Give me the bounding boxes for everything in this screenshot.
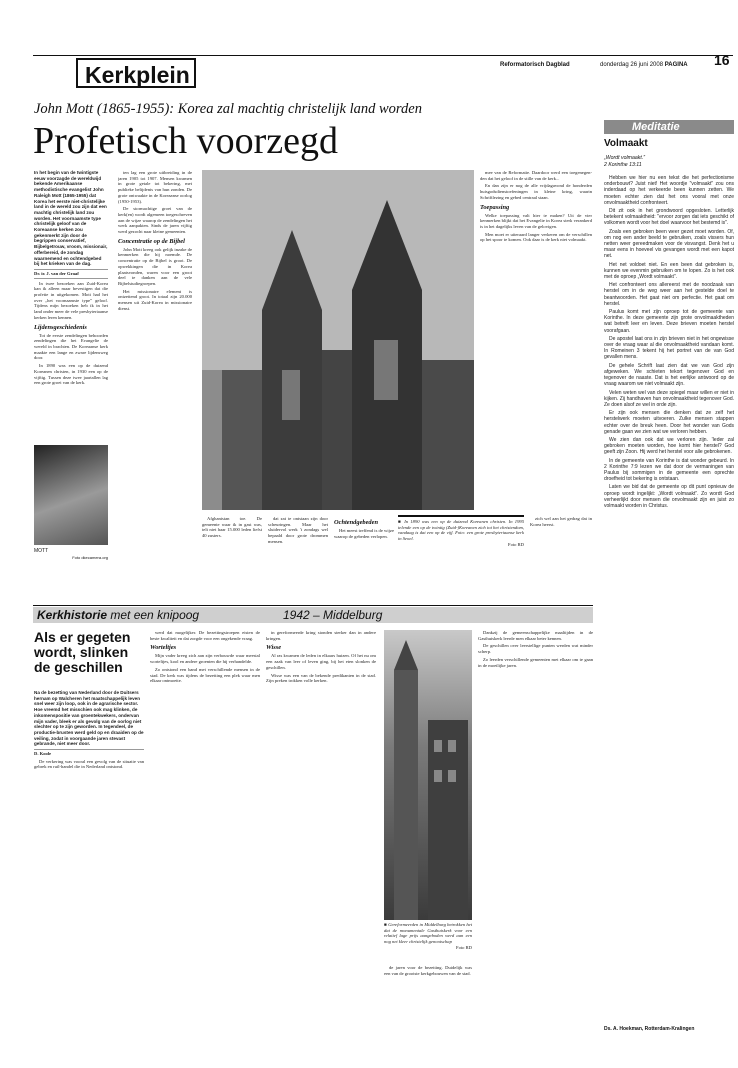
article-column-4: Afghanistan toe. De gemeente waar ik in gast was, telt niet haar 15.000 leden liefst 40 zusters.: [202, 516, 262, 539]
article-column-8: zich wel aan het gedrag dat in Korea heerst.: [530, 516, 592, 527]
church-photo-caption: [398, 515, 524, 555]
street-illustration: [384, 630, 472, 920]
church-photo: [202, 170, 474, 510]
mott-portrait: [34, 445, 108, 545]
header-date-line: [600, 62, 688, 68]
church-caption-text: In 1890 was een op de duizend Koreanen christen. In 1995 telende een op de twintig (Zuid-)Koreanen zich tot het christendom, vandaag is dat een op de vijf. Foto: een grote presbyteriaanse kerk in Seoel.: [398, 519, 524, 542]
middelburg-photo: [384, 630, 472, 920]
meditatie-verse: „Wordt volmaakt.”: [604, 155, 645, 161]
page-label: PAGINA: [664, 62, 688, 68]
church-illustration: [202, 170, 474, 510]
church-caption-credit: Foto RD: [508, 541, 524, 547]
newspaper-name: Reformatorisch Dagblad: [500, 62, 570, 68]
page-number: 16: [714, 52, 730, 68]
kerkhistorie-label: [37, 608, 199, 622]
kerkhistorie-author: D. Koole: [34, 749, 144, 757]
subhead-wisse: Wisse: [266, 644, 282, 652]
kerkhistorie-label-bold: Kerkhistorie: [37, 608, 108, 622]
kerkhistorie-era: 1942 – Middelburg: [283, 608, 383, 622]
middelburg-photo-caption: [384, 922, 472, 962]
article-kicker: John Mott (1865-1955): Korea zal machtig christelijk land worden: [34, 101, 422, 117]
subhead-lijdensgeschiedenis: Lijdensgeschiedenis: [34, 323, 87, 331]
meditatie-title: Volmaakt: [604, 138, 648, 149]
header-rule: [33, 55, 733, 56]
subhead-concentratie: Concentratie op de Bijbel: [118, 237, 185, 245]
meditatie-label: Meditatie: [604, 120, 734, 134]
middelburg-caption-text: Gereformeerden in Middelburg betrokken het dat de monumentale Gasthuiskerk voor een relatief lage prijs aangeboden werd aan een nog net kleer christelijk genootschap: [384, 922, 472, 945]
page-header: [0, 0, 738, 100]
article-column-6: Ochtendgebeden Het meest treffend is de wijze waarop de gebeden verlopen.: [334, 519, 394, 539]
section-name: Kerkplein: [76, 58, 196, 88]
meditatie-author: Ds. A. Hoekman, Rotterdam-Kralingen: [604, 1026, 695, 1032]
kerkhistorie-label-rest: met een knipoog: [110, 608, 200, 622]
article-column-2: ten lag een grote uitbreiding in de jaren 1905 tot 1907. Mensen kwamen in grote getale tot bekering, met publieke belijdenis van hun zonden. De grote ontwaakte in de Koreaanse oorlog (1950-1953). De stormachtige groei van de kerk(en) wordt algemeen toegeschreven aan de wijze waarop de zendelingen het werk aanpakten. Sinds de jaren vijftig werd gezocht naar kleine gemeenten. Concentratie op de Bijbel John Mott kreeg ook gelijk inzake de kenmerken die hij noemde. De concentratie op de Bijbel is groot. De opwekkingen die in Korea plaatsvonden, waren voor een groot deel te danken aan de vele Bijbelstudiegroepen. Het missionaire element is ontzettend groot. In totaal zijn 20.000 mensen uit Zuid-Korea in missionaire dienst.: [118, 170, 192, 311]
kerkhistorie-headline: Als er gegeten wordt, slinken de geschillen: [34, 629, 131, 675]
kerkhistorie-column-1: Na de bezetting van Nederland door de Duitsers hernam op Walcheren het maatschappelijk leven snel weer zijn loop, ook in de agrarische sector. Hoe vreemd het misschien ook mag klinken, de inkomenspositie van groentekwekers, ondervan mijn vader, bleek er als gevolg van de oorlog niet slechter op te zijn geworden. In tegendeel, de productie-brusten werd geld op en draaiden op de veiling, zodat in voorgaande jaren stevast gebrande, niet meer door. D. Koole De verkering was vooral een gevolg van de situatie van gebrek en ruil-handel die in Nederland ontstond.: [34, 690, 144, 770]
article-author: Dr. ir. J. van der Graaf: [34, 269, 108, 279]
article-column-7: mee van de Reformatie. Daardoor werd een toegenegenden dat het geloof in de stille van de kerk... En dan zijn er nog de alle vrijdagavond de honderden huisgodsdienstoefeningen in kleine kring, waarin Schriftlezing en gebed centraal staan. Toepassing Welke toepassing valt hier te maken? Uit de vier kenmerken blijkt dat het Evangelie in Korea sterk verankerd is in het dagelijks leven van de gelovigen. Men moet er uiteraard langer verkeren om de verschillen op het spoor te komen. Ook daar is de kerk niet volmaakt.: [480, 170, 592, 243]
subhead-toepassing: Toepassing: [480, 203, 510, 211]
kerkhistorie-intro: Na de bezetting van Nederland door de Duitsers hernam op Walcheren het maatschappelijk leven snel weer zijn loop, ook in de agrarische sector. Hoe vreemd het misschien ook mag klinken, de inkomenspositie van groentekwekers, ondervan mijn vader, bleek er als gevolg van de oorlog niet slechter op te zijn geworden. In tegendeel, de productie-brusten werd geld op en draaiden op de veiling, zodat in voorgaande jaren stevast gebrande, niet meer door.: [34, 690, 144, 747]
article-intro: In het begin van de twintigste eeuw voorzagde de wereldwijd bekende Amerikaanse methodistische evangelist John Raleigh Mott (1865-1955) dat Korea het eerste niet-christelijke land in de wereld zou zijn dat een machtig christelijk land zou worden. Het voornaamste type christelijk geloof van de Koreaanse kerken zou gekenmerkt zijn door de begrippen conservatief, Bijbelgetrouw, vroom, missionair, offerbereid, de zondag waarnemend en ochtendgebed bij het krieken van de dag.: [34, 170, 108, 267]
middelburg-caption-credit: Foto RD: [456, 944, 472, 950]
kerkhistorie-column-2: werd dat mogelijker. De bezettingstroepen eisten de beste kwaliteit en dat zorgde voor een ongekende vraag. Worteltjes Mijn vader kreeg zich aan zijn verbouwde waar meestal worteltjes, kool en andere groenten die hij verhandelde. Zo ontstond een band met verschillende mensen in de stad. De kerk was tijdens de bezetting een plek waar men elkaar ontmoette.: [150, 630, 260, 684]
article-column-1: In het begin van de twintigste eeuw voorzagde de wereldwijd bekende Amerikaanse methodistische evangelist John Raleigh Mott (1865-1955) dat Korea het eerste niet-christelijke land in de wereld zou zijn dat een machtig christelijk land zou worden. Het voornaamste type christelijk geloof van de Koreaanse kerken zou gekenmerkt zijn door de begrippen conservatief, Bijbelgetrouw, vroom, missionair, offerbereid, de zondag waarnemend en ochtendgebed bij het krieken van de dag. Dr. ir. J. van der Graaf In twee bezoeken aan Zuid-Korea kan ik alleen maar bevestigen dat die profetie in uitgekomen. Mott had het over „het voornaamste type” geloof. Tijdens mijn bezoeken heb ik in het land onder meer de vele presbyteriaanse kerken leren kennen. Lijdensgeschiedenis Tot de eerste zendelingen behoorden zendelingen die het Evangelie de wereld in brachten. De Koreaanse kerk maakte een lange en zware lijdensweg door. In 1890 was een op de duizend Koreanen christen, in 1930 een op de vijftig. Tussen deze twee jaartallen lag een grote groei van de kerk.: [34, 170, 108, 386]
caption-bullet: ■: [398, 519, 405, 524]
kerkhistorie-column-3: in gereformeerde kring stonden sterker dan in andere kringen. Wisse Al ras kwamen de leden in elkaars huizen. Of het nu om een zaak van leer of leven ging, bij het eten slonken de geschillen. Wisse was een van de bekende predikanten in de stad. Zijn preken trokken volle kerken.: [266, 630, 376, 684]
middelburg-caption-bullet: ■: [384, 922, 389, 927]
header-date: donderdag 26 juni 2008: [600, 62, 664, 68]
kerkhistorie-column-4: de jaren voor de bezetting. Duidelijk was een van de grootste kerkgebouwen van de stad.: [384, 965, 472, 976]
meditatie-reference: 2 Korinthe 13:11: [604, 162, 642, 168]
kerkhistorie-column-5: Dankzij de gemeenschappelijke maaltijden in de Gasthuiskerk leerde men elkaar beter kennen. De geschillen over leerstellige punten werden wat minder scherp. Zo leerden verschillende gemeenten met elkaar om te gaan in de moeilijke jaren.: [478, 630, 593, 668]
kerkhistorie-bar: [33, 607, 593, 623]
mott-caption: MOTT: [34, 548, 49, 554]
article-column-5: dat zat te ontstaan zijn door scheuringen. Maar het sluidervol werk 't zondags wel bepaald door grote drommen mensen.: [268, 516, 328, 544]
mott-photo-credit: Foto dkecamera.org: [72, 555, 108, 560]
article-title: Profetisch voorzegd: [33, 120, 338, 162]
meditatie-body: Hebben we hier nu een tekst die het perfectionisme onderbouwt? Juist niet! Het woordje "volmaakt" zou ons inderdaad op het verkeerde been kunnen zetten. We moeten echter zien dat het ons vooral met onze onvolmaaktheid confronteert. Dit zit ook in het grondwoord opgesloten. Letterlijk betekent volmaaktheid: "ervoor zorgen dat iets geschikt of volkomen wordt voor het doel waarvoor het bestemd is". Zoals een gebroken been weer gezet moet worden. Of, om nog een ander beeld te gebruiken, zoals vissers hun netten weer gereedmaken voor de visvangst. Denk het u maar eens in hoeveel vis gevangen wordt met een kapot net. Het net voldoet niet. En een been dat gebroken is, kunnen we evenmin gebruiken om te lopen. Zo is het ook met de oproep „Wordt volmaakt”. Het confronteert ons allereerst met de noodzaak van herstel om in de weg weer aan het gestelde doel te beantwoorden. Het gaat niet om perfectie. Het gaat om herstel. Paulus komt met zijn oproep tot de gemeente van Korinthe. In deze gemeente zijn grote onvolmaaktheden wat betreft leer en leven. Deze brieven moeten herstel voorafgaan. De apostel laat ons in zijn brieven niet in het ongewisse over de vraag waar al die onvolmaaktheid vandaan komt. In Romeinen 3 tekent hij het portret van de van God gevallen mens. De gehele Schrift laat zien dat we van God zijn afgeweken. We schieten tekort tegenover God en tegenover de naaste. Dat is het eerlijke antwoord op de vraag waarom we niet volmaakt zijn. Velen weten wel van deze spiegel maar willen er niet in kijken. Zij handhaven hun onvolmaaktheid tegenover God. Ze doen alsof ze wel in orde zijn. Er zijn ook mensen die denken dat ze zelf het herstelwerk moeten uitvoeren. Zulke mensen stappen echter over de breuk heen. Door het wonder van Gods genade gaan we zien wat we verloren hebben. We zien dan ook dat we verloren zijn. 'Ieder zal gebroken moeten worden, hoe komt hier herstel? God geeft zijn Zoon. Hij werd het herstel voor alle gebrokenen. In de gemeente van Korinthe is dat wonder gebeurd. In 2 Korinthe 7:9 lezen we dat door de vermaningen van Paulus bij sommigen in de gemeente een oprechte droefheid tot bekering is ontstaan. Laten we bid dat de gemeente op dit punt opnieuw de oproep wordt ingelijkt: „Wordt volmaakt”. Zo wordt God verheerlijkt door mensen die onvolmaakt zijn en juist zo volmaakt worden in Christus.: [604, 175, 734, 509]
subhead-worteltjes: Worteltjes: [150, 644, 177, 652]
subhead-ochtendgebeden: Ochtendgebeden: [334, 519, 379, 526]
kerkhistorie-rule: [33, 605, 593, 606]
